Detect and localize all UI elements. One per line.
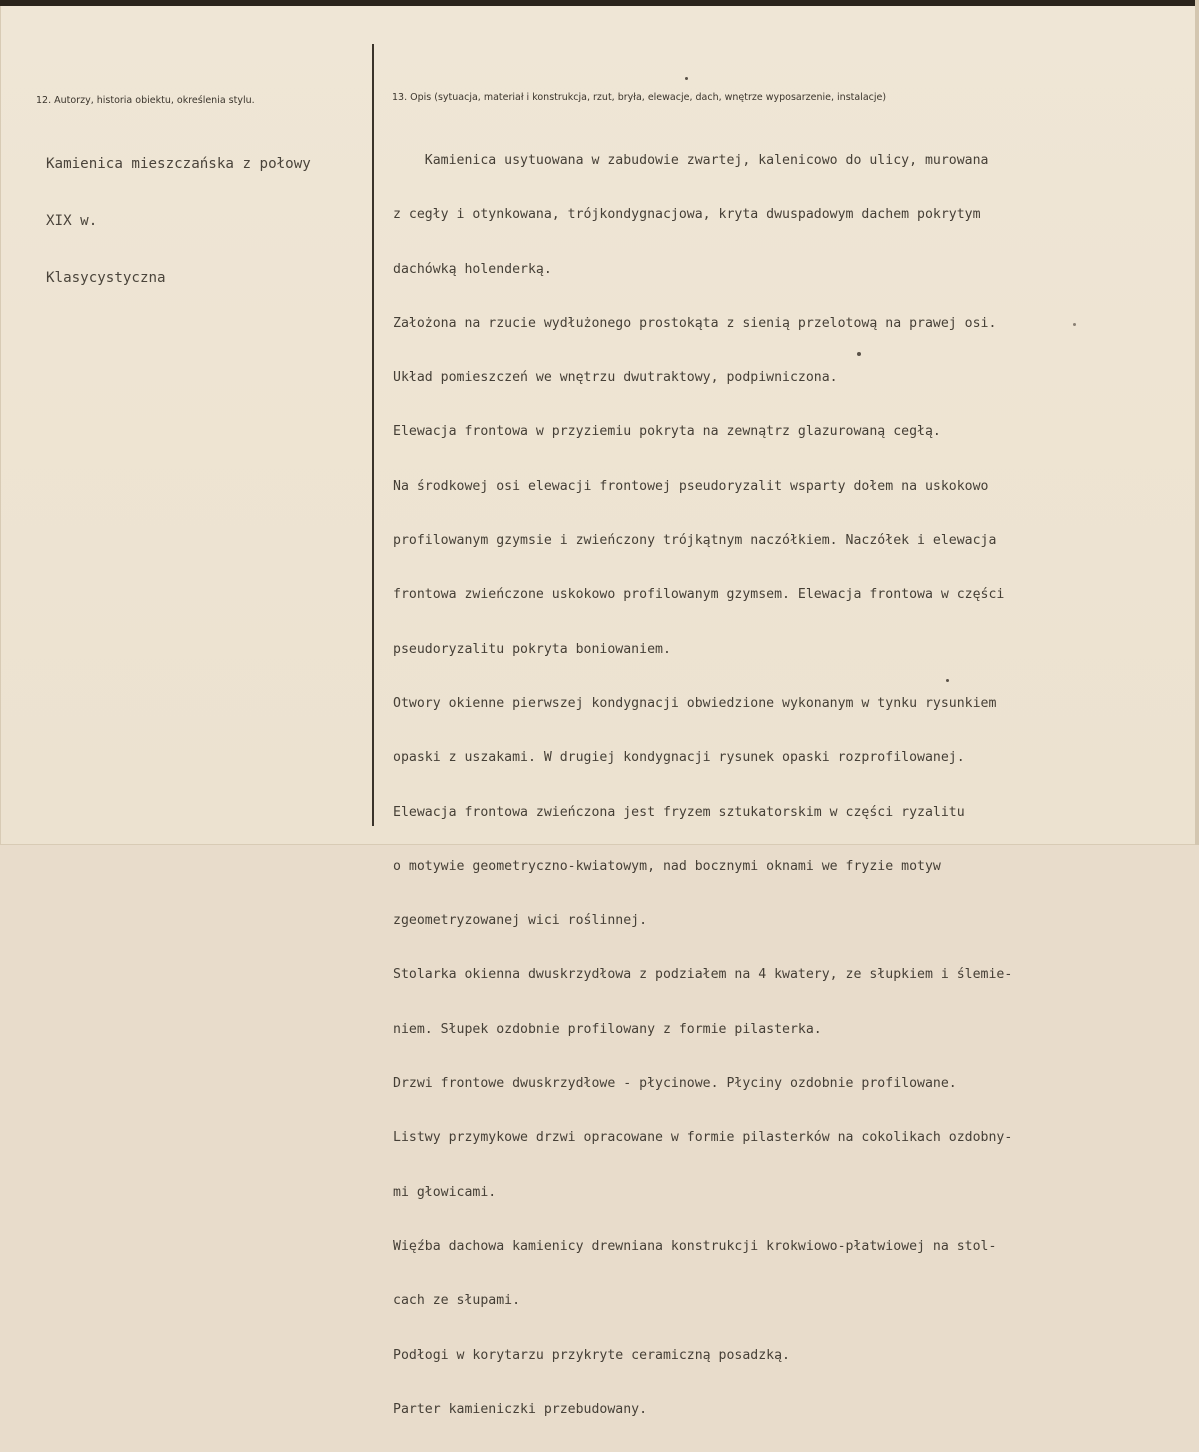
paper-speck: [946, 679, 949, 682]
section-13-label: 13. Opis (sytuacja, materiał i konstrukcja, rzut, bryła, elewacje, dach, wnętrze wyposarzenie, instalacje): [392, 92, 887, 103]
section-13-line: Drzwi frontowe dwuskrzydłowe - płycinowe. Płyciny ozdobnie profilowane.: [393, 1076, 957, 1092]
section-13-line: Założona na rzucie wydłużonego prostokąta z sienią przelotową na prawej osi.: [393, 315, 997, 331]
section-12-line: Klasycystyczna: [46, 270, 166, 286]
section-13-line: zgeometryzowanej wici roślinnej.: [393, 913, 648, 929]
paper-speck: [685, 77, 688, 80]
section-13-line: Układ pomieszczeń we wnętrzu dwutraktowy, podpiwniczona.: [393, 370, 838, 386]
section-13-line: niem. Słupek ozdobnie profilowany z formie pilasterka.: [393, 1021, 822, 1037]
section-13-line: Otwory okienne pierwszej kondygnacji obwiedzione wykonanym w tynku rysunkiem: [393, 695, 997, 711]
section-12-content: [46, 117, 311, 326]
section-13-line: z cegły i otynkowana, trójkondygnacjowa, kryta dwuspadowym dachem pokrytym: [393, 207, 981, 223]
section-13-line: frontowa zwieńczone uskokowo profilowanym gzymsem. Elewacja frontowa w części: [393, 587, 1005, 603]
section-12-line: Kamienica mieszczańska z połowy: [46, 156, 311, 172]
scan-top-edge: [0, 0, 1199, 6]
section-13-line: pseudoryzalitu pokryta boniowaniem.: [393, 641, 671, 657]
section-13-content: [393, 119, 1012, 1452]
section-13-line: Kamienica usytuowana w zabudowie zwartej, kalenicowo do ulicy, murowana: [393, 153, 989, 168]
section-13-line: o motywie geometryczno-kwiatowym, nad bocznymi oknami we fryzie motyw: [393, 858, 941, 874]
paper-speck: [1073, 323, 1076, 326]
section-12-label: 12. Autorzy, historia obiektu, określenia stylu.: [36, 95, 255, 106]
section-13-line: Więźba dachowa kamienicy drewniana konstrukcji krokwiowo-płatwiowej na stol-: [393, 1238, 997, 1254]
section-13-line: Na środkowej osi elewacji frontowej pseudoryzalit wsparty dołem na uskokowo: [393, 478, 989, 494]
section-13-line: Elewacja frontowa w przyziemiu pokryta na zewnątrz glazurowaną cegłą.: [393, 424, 941, 440]
column-divider: [372, 44, 374, 826]
paper-speck: [857, 352, 861, 356]
section-13-line: cach ze słupami.: [393, 1293, 521, 1309]
section-13-line: Elewacja frontowa zwieńczona jest fryzem sztukatorskim w części ryzalitu: [393, 804, 965, 820]
scan-right-edge: [1195, 0, 1199, 845]
section-13-line: Stolarka okienna dwuskrzydłowa z podziałem na 4 kwatery, ze słupkiem i ślemie-: [393, 967, 1013, 983]
section-13-line: opaski z uszakami. W drugiej kondygnacji rysunek opaski rozprofilowanej.: [393, 750, 965, 766]
section-12-line: XIX w.: [46, 213, 98, 229]
section-13-line: dachówką holenderką.: [393, 261, 552, 277]
section-13-line: mi głowicami.: [393, 1184, 497, 1200]
section-13-line: Parter kamieniczki przebudowany.: [393, 1401, 648, 1417]
section-13-line: profilowanym gzymsie i zwieńczony trójkątnym naczółkiem. Naczółek i elewacja: [393, 533, 997, 549]
section-13-line: Listwy przymykowe drzwi opracowane w formie pilasterków na cokolikach ozdobny-: [393, 1130, 1013, 1146]
section-13-line: Podłogi w korytarzu przykryte ceramiczną posadzką.: [393, 1347, 790, 1363]
